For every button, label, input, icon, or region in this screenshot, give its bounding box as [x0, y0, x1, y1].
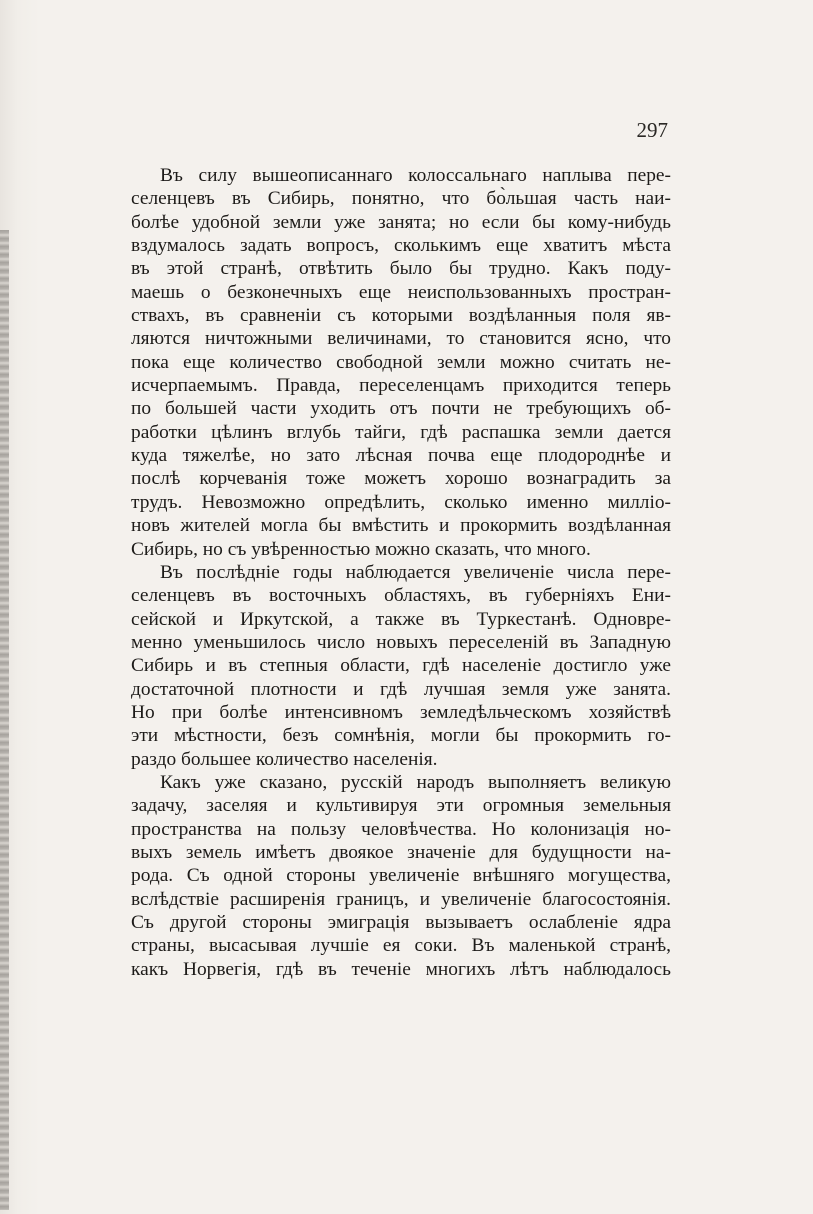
- text-line: Въ силу вышеописаннаго колоссальнаго наплыва пере-: [160, 165, 671, 186]
- page-number: 297: [636, 118, 668, 142]
- text-line: пространства на пользу человѣчества. Но колонизація но-: [131, 818, 671, 840]
- text-line: эти мѣстности, безъ сомнѣнія, могли бы прокормить го-: [131, 725, 671, 747]
- text-line: Сибирь и въ степныя области, гдѣ населеніе достигло уже: [131, 655, 671, 677]
- text-line: какъ Норвегія, гдѣ въ теченіе многихъ лѣтъ наблюдалось: [131, 958, 671, 980]
- text-line: новъ жителей могла бы вмѣстить и прокормить воздѣланная: [131, 515, 671, 537]
- text-line: рода. Съ одной стороны увеличеніе внѣшняго могущества,: [131, 865, 671, 887]
- text-line: пока еще количество свободной земли можно считать не-: [131, 351, 671, 373]
- text-line: раздо большее количество населенія.: [131, 748, 438, 770]
- text-line: куда тяжелѣе, но зато лѣсная почва еще плодороднѣе и: [131, 445, 671, 467]
- text-line: маешь о безконечныхъ еще неиспользованныхъ простран-: [131, 281, 671, 303]
- text-line: Съ другой стороны эмиграція вызываетъ ослабленіе ядра: [131, 912, 671, 933]
- text-line: ляются ничтожными величинами, то становится ясно, что: [131, 328, 671, 350]
- text-line: менно уменьшилось число новыхъ переселеній въ Западную: [131, 631, 671, 653]
- text-line: достаточной плотности и гдѣ лучшая земля уже занята.: [131, 678, 671, 700]
- text-line: вслѣдствіе расширенія границъ, и увеличеніе благосостоянія.: [131, 888, 671, 910]
- text-line: трудъ. Невозможно опредѣлить, сколько именно милліо-: [131, 491, 671, 513]
- text-line: Въ послѣдніе годы наблюдается увеличеніе числа пере-: [160, 561, 671, 583]
- book-spine-edge: [0, 230, 9, 1210]
- body-text: [131, 164, 671, 981]
- text-line: Сибирь, но съ увѣренностью можно сказать, что много.: [131, 538, 591, 560]
- text-line: работки цѣлинъ вглубь тайги, гдѣ распашка земли дается: [131, 421, 671, 443]
- text-line: болѣе удобной земли уже занята; но если бы кому-нибудь: [131, 211, 671, 233]
- text-line: выхъ земель имѣетъ двоякое значеніе для будущности на-: [131, 841, 671, 863]
- text-line: селенцевъ въ восточныхъ областяхъ, въ губерніяхъ Ени-: [131, 585, 671, 607]
- text-line: послѣ корчеванія тоже можетъ хорошо вознаградить за: [131, 468, 671, 490]
- text-line: Но при болѣе интенсивномъ земледѣльческомъ хозяйствѣ: [131, 701, 671, 723]
- text-line: задачу, заселяя и культивируя эти огромныя земельныя: [131, 795, 671, 817]
- text-line: страны, высасывая лучшіе ея соки. Въ маленькой странѣ,: [131, 935, 671, 957]
- text-line: селенцевъ въ Сибирь, понятно, что бо̀льшая часть наи-: [131, 188, 671, 210]
- text-line: сейской и Иркутской, а также въ Туркестанѣ. Одновре-: [131, 608, 671, 630]
- text-line: исчерпаемымъ. Правда, переселенцамъ приходится теперь: [131, 375, 671, 397]
- text-line: по большей части уходить отъ почти не требующихъ об-: [131, 398, 671, 420]
- text-line: ствахъ, въ сравненіи съ которыми воздѣланныя поля яв-: [131, 305, 671, 327]
- text-line: вздумалось задать вопросъ, сколькимъ еще хватитъ мѣста: [131, 235, 671, 257]
- text-line: Какъ уже сказано, русскій народъ выполняетъ великую: [160, 771, 671, 793]
- text-line: въ этой странѣ, отвѣтить было бы трудно. Какъ поду-: [131, 258, 671, 280]
